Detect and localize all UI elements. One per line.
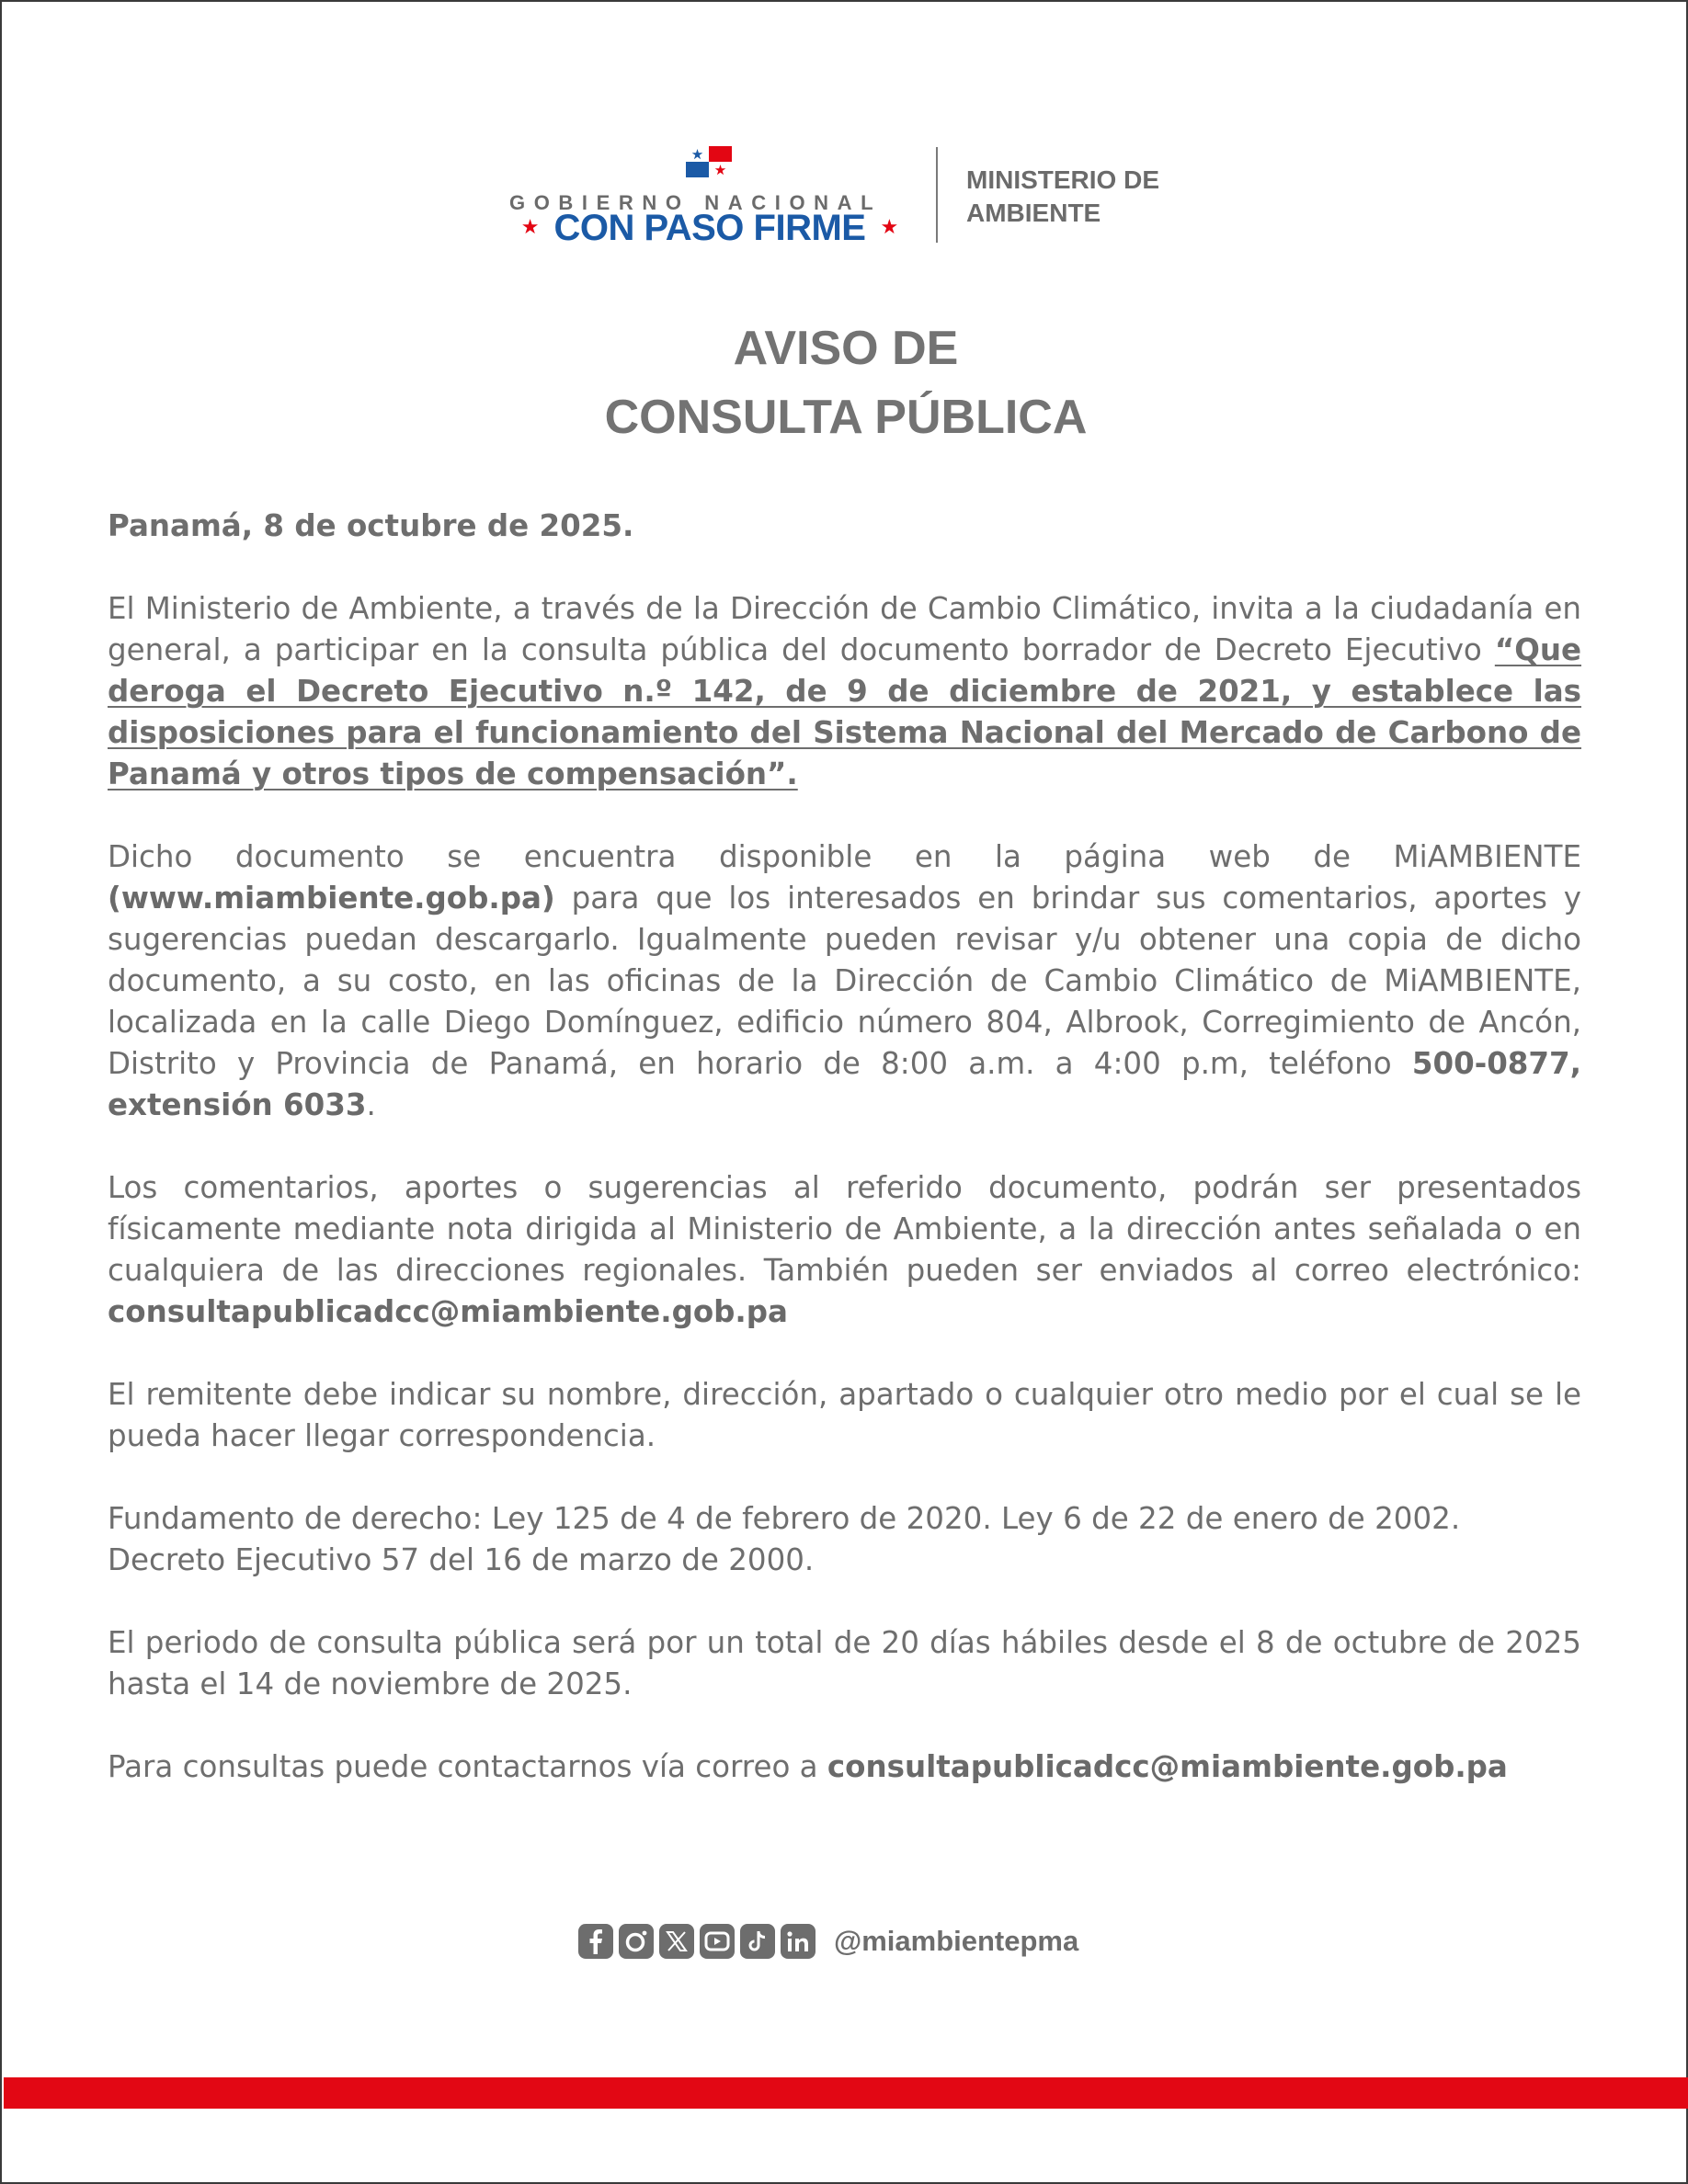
panama-flag-icon [686,146,732,177]
instagram-icon[interactable] [619,1924,654,1959]
paragraph-legal-basis: Fundamento de derecho: Ley 125 de 4 de febrero de 2020. Ley 6 de 22 de enero de 2002. Decreto Ejecutivo 57 del 16 de marzo de 2000. [108,1501,1461,1577]
paragraph-sender: El remitente debe indicar su nombre, dirección, apartado o cualquier otro medio por el cual se le pueda hacer llegar correspondencia. [108,1377,1581,1453]
availability-text-middle: para que los interesados en brindar sus comentarios, aportes y sugerencias puedan descargarlo. Igualmente pueden revisar y/u obtener una copia de dicho documento, a su costo, en las oficinas de la Dirección de Cambio Climático de MiAMBIENTE, localizada en la calle Diego Domínguez, edificio número 804, Albrook, Corregimiento de Ancón, Distrito y Provincia de Panamá, en horario de 8:00 a.m. a 4:00 p.m, teléfono [108,881,1581,1081]
government-motto: CON PASO FIRME [553,207,866,248]
availability-text-end: . [366,1087,376,1122]
government-motto-row [498,207,921,248]
x-icon[interactable] [659,1924,694,1959]
submission-email[interactable]: consultapublicadcc@miambiente.gob.pa [108,1294,788,1329]
submission-text: Los comentarios, aportes o sugerencias al referido documento, podrán ser presentados físicamente mediante nota dirigida al Ministerio de Ambiente, a la dirección antes señalada o en cualquiera de las direcciones regionales. También pueden ser enviados al correo electrónico: [108,1170,1581,1288]
contact-text: Para consultas puede contactarnos vía correo a [108,1749,827,1784]
facebook-icon[interactable] [578,1924,613,1959]
paragraph-contact [108,1746,1581,1788]
page-title [2,314,1688,452]
paragraph-invitation [108,588,1581,795]
star-icon: ★ [520,216,540,239]
ministry-name-line2: AMBIENTE [966,199,1101,227]
contact-email[interactable]: consultapublicadcc@miambiente.gob.pa [827,1749,1508,1784]
social-links [578,1923,1078,1960]
title-line1: AVISO DE [733,322,959,375]
paragraph-availability [108,836,1581,1126]
youtube-icon[interactable] [700,1924,735,1959]
header-logo [498,140,1197,255]
title-line2: CONSULTA PÚBLICA [604,391,1088,444]
phone-number: 500-0877, extensión 6033 [108,1046,1581,1122]
logo-divider [936,147,938,243]
tiktok-icon[interactable] [740,1924,775,1959]
website-link[interactable]: (www.miambiente.gob.pa) [108,881,555,916]
footer-red-bar [4,2077,1688,2109]
government-name: GOBIERNO NACIONAL [509,191,883,214]
availability-text-start: Dicho documento se encuentra disponible en la página web de MiAMBIENTE [108,839,1581,874]
paragraph-period: El periodo de consulta pública será por un total de 20 días hábiles desde el 8 de octubre de 2025 hasta el 14 de noviembre de 2025. [108,1625,1581,1701]
date-line: Panamá, 8 de octubre de 2025. [108,508,634,543]
paragraph-submission [108,1167,1581,1333]
ministry-name [966,164,1159,230]
notice-body [108,506,1581,1829]
invitation-text: El Ministerio de Ambiente, a través de la Dirección de Cambio Climático, invita a la ciudadanía en general, a participar en la consulta pública del documento borrador de Decreto Ejecutivo [108,591,1581,667]
ministry-name-line1: MINISTERIO DE [966,165,1160,194]
star-icon: ★ [880,216,899,239]
social-handle[interactable]: @miambientepma [834,1925,1079,1957]
decree-title: “Que deroga el Decreto Ejecutivo n.º 142, de 9 de diciembre de 2021, y establece las disposiciones para el funcionamiento del Sistema Nacional del Mercado de Carbono de Panamá y otros tipos de compensación”. [108,632,1581,791]
linkedin-icon[interactable] [781,1924,815,1959]
